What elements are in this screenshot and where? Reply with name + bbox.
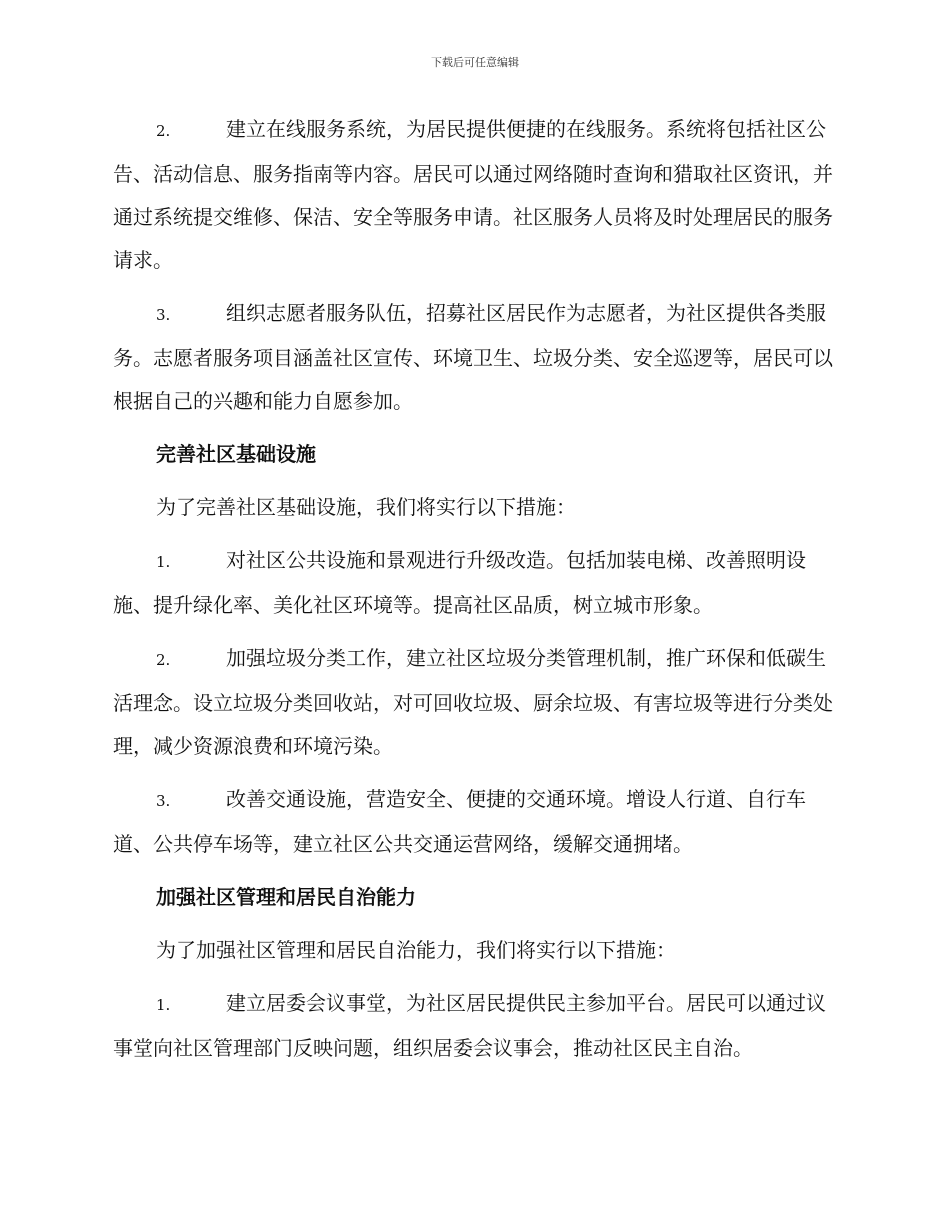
- section-heading: 完善社区基础设施: [156, 442, 316, 466]
- list-item-text: 对社区公共设施和景观进行升级改造。包括加装电梯、改善照明设施、提升绿化率、美化社区环境等。提高社区品质，树立城市形象。: [113, 548, 806, 617]
- list-number: 1.: [156, 553, 171, 571]
- list-number: 1.: [156, 996, 171, 1014]
- list-item: [113, 637, 835, 768]
- list-number: 2.: [156, 122, 171, 140]
- list-number: 3.: [156, 306, 171, 324]
- list-item: [113, 778, 835, 866]
- list-item-text: 改善交通设施，营造安全、便捷的交通环境。增设人行道、自行车道、公共停车场等，建立社区公共交通运营网络，缓解交通拥堵。: [113, 787, 806, 856]
- section-intro: 为了完善社区基础设施，我们将实行以下措施：: [156, 495, 576, 519]
- list-number: 3.: [156, 792, 171, 810]
- list-item: [113, 108, 835, 282]
- document-body: [113, 108, 835, 1080]
- list-item-text: 建立在线服务系统，为居民提供便捷的在线服务。系统将包括社区公告、活动信息、服务指南等内容。居民可以通过网络随时查询和猎取社区资讯，并通过系统提交维修、保洁、安全等服务申请。社区服务人员将及时处理居民的服务请求。: [113, 117, 833, 272]
- section-heading: 加强社区管理和居民自治能力: [156, 885, 416, 909]
- section-intro: 为了加强社区管理和居民自治能力，我们将实行以下措施：: [156, 938, 676, 962]
- list-item-text: 加强垃圾分类工作，建立社区垃圾分类管理机制，推广环保和低碳生活理念。设立垃圾分类回收站，对可回收垃圾、厨余垃圾、有害垃圾等进行分类处理，减少资源浪费和环境污染。: [113, 646, 833, 758]
- list-item-text: 组织志愿者服务队伍，招募社区居民作为志愿者，为社区提供各类服务。志愿者服务项目涵盖社区宣传、环境卫生、垃圾分类、安全巡逻等，居民可以根据自己的兴趣和能力自愿参加。: [113, 301, 833, 413]
- list-item-text: 建立居委会议事堂，为社区居民提供民主参加平台。居民可以通过议事堂向社区管理部门反映问题，组织居委会议事会，推动社区民主自治。: [113, 991, 826, 1060]
- page-header: 下载后可任意编辑: [431, 56, 519, 69]
- list-number: 2.: [156, 651, 171, 669]
- list-item: [113, 539, 835, 627]
- list-item: [113, 292, 835, 423]
- list-item: [113, 982, 835, 1070]
